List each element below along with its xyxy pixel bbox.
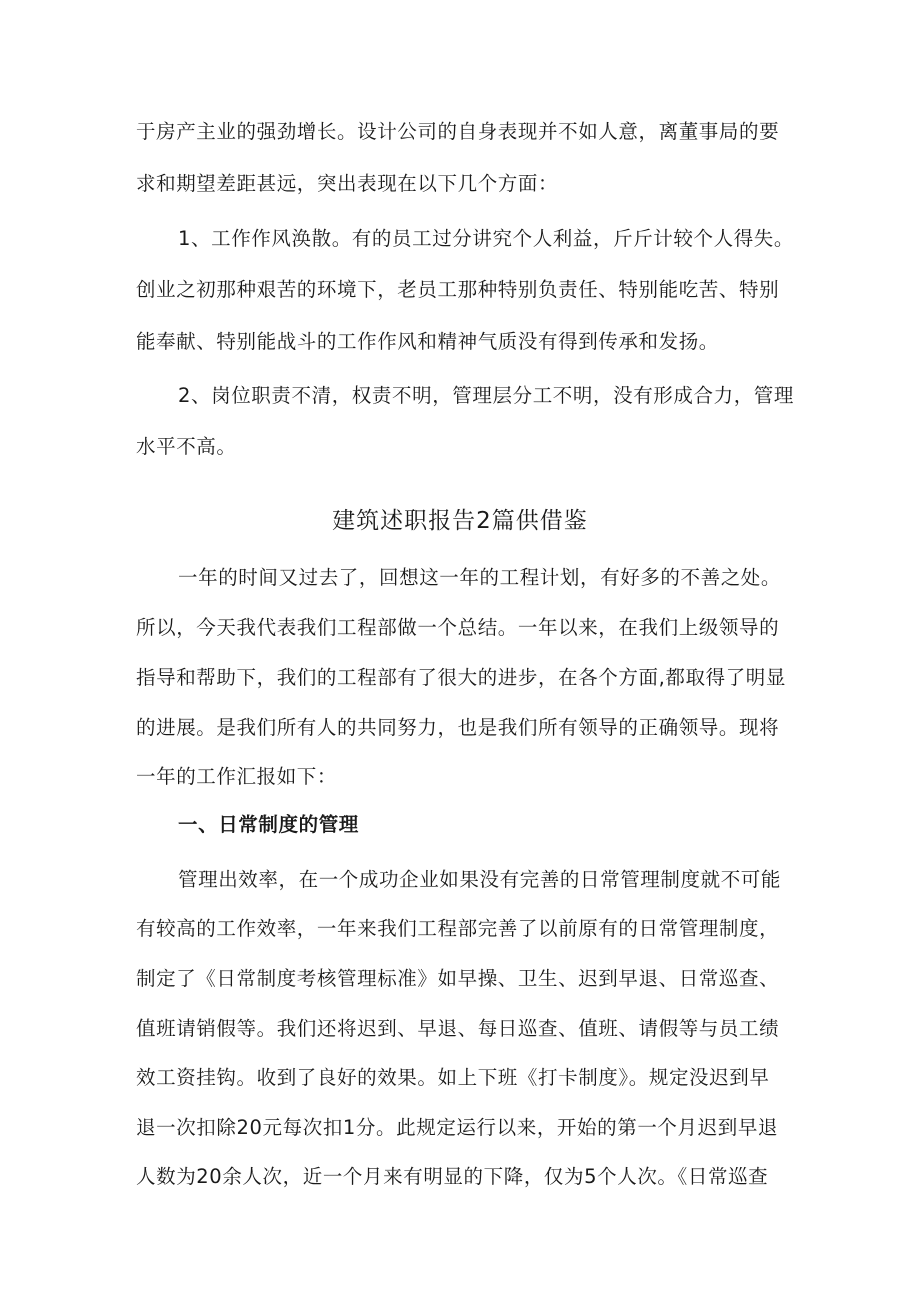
paragraph-line: 制定了《日常制度考核管理标准》如早操、卫生、迟到早退、日常巡查、 — [136, 967, 780, 990]
list-item-line: 2、岗位职责不清，权责不明，管理层分工不明，没有形成合力，管理 — [178, 384, 795, 407]
section-heading: 一、日常制度的管理 — [178, 813, 359, 836]
list-item-line: 1、工作作风涣散。有的员工过分讲究个人利益，斤斤计较个人得失。 — [178, 227, 795, 250]
paragraph-line: 管理出效率，在一个成功企业如果没有完善的日常管理制度就不可能 — [178, 868, 782, 891]
paragraph-line: 效工资挂钩。收到了良好的效果。如上下班《打卡制度》。规定没迟到早 — [136, 1066, 770, 1089]
paragraph-line: 一年的时间又过去了，回想这一年的工程计划，有好多的不善之处。 — [178, 566, 782, 589]
paragraph-line: 所以，今天我代表我们工程部做一个总结。一年以来，在我们上级领导的 — [136, 616, 780, 639]
paragraph-line: 求和期望差距甚远，突出表现在以下几个方面： — [136, 172, 559, 195]
paragraph-line: 的进展。是我们所有人的共同努力，也是我们所有领导的正确领导。现将 — [136, 716, 780, 739]
paragraph-line: 有较高的工作效率，一年来我们工程部完善了以前原有的日常管理制度， — [136, 917, 780, 940]
paragraph-line: 水平不高。 — [136, 435, 237, 458]
document-title: 建筑述职报告2篇供借鉴 — [332, 508, 588, 534]
paragraph-line: 一年的工作汇报如下： — [136, 765, 338, 788]
paragraph-line: 指导和帮助下，我们的工程部有了很大的进步，在各个方面,都取得了明显 — [136, 666, 786, 689]
paragraph-line: 能奉献、特别能战斗的工作作风和精神气质没有得到传承和发扬。 — [136, 330, 719, 353]
paragraph-line: 值班请销假等。我们还将迟到、早退、每日巡查、值班、请假等与员工绩 — [136, 1017, 780, 1040]
paragraph-line: 人数为20余人次，近一个月来有明显的下降，仅为5个人次。《日常巡查 — [136, 1165, 769, 1188]
paragraph-line: 退一次扣除20元每次扣1分。此规定运行以来，开始的第一个月迟到早退 — [136, 1116, 779, 1139]
paragraph-line: 于房产主业的强劲增长。设计公司的自身表现并不如人意，离董事局的要 — [136, 120, 780, 143]
paragraph-line: 创业之初那种艰苦的环境下，老员工那种特别负责任、特别能吃苦、特别 — [136, 278, 780, 301]
